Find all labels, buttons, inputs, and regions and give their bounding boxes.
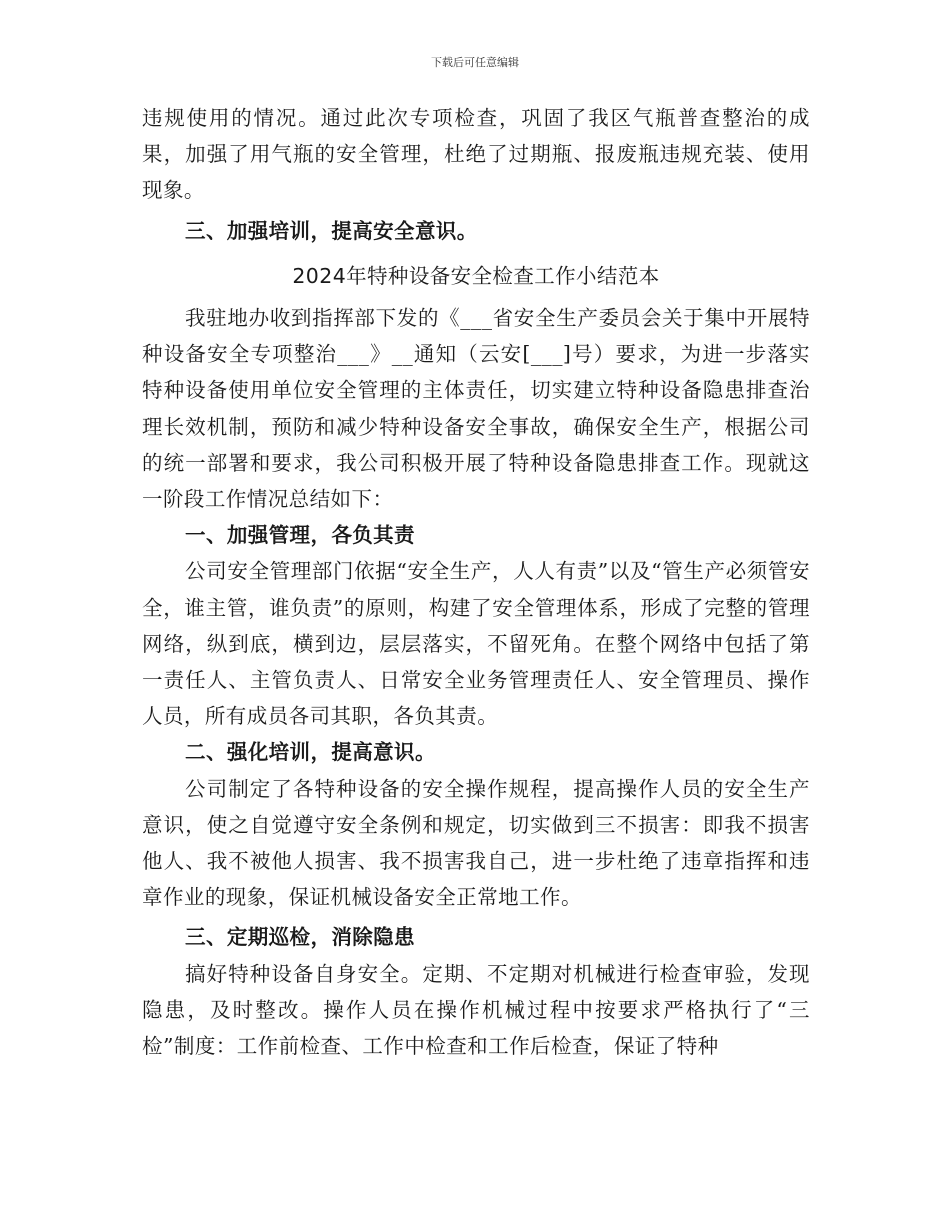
document-body (142, 100, 810, 1064)
management-paragraph: 公司安全管理部门依据“安全生产，人人有责”以及“管生产必须管安全，谁主管，谁负责”的原则，构建了安全管理体系，形成了完整的管理网络，纵到底，横到边，层层落实，不留死角。在整个网络中包括了第一责任人、主管负责人、日常安全业务管理责任人、安全管理员、操作人员，所有成员各司其职，各负其责。 (142, 559, 810, 729)
previous-section-heading: 三、加强培训，提高安全意识。 (185, 218, 478, 243)
page-header: 下载后可任意编辑 (431, 56, 519, 69)
training-paragraph: 公司制定了各特种设备的安全操作规程，提高操作人员的安全生产意识，使之自觉遵守安全条例和规定，切实做到三不损害：即我不损害他人、我不被他人损害、我不损害我自己，进一步杜绝了违章指挥和违章作业的现象，保证机械设备安全正常地工作。 (142, 776, 810, 910)
section-heading-2: 二、强化培训，提高意识。 (185, 740, 436, 765)
document-title: 2024年特种设备安全检查工作小结范本 (292, 263, 660, 288)
section-heading-3: 三、定期巡检，消除隐患 (185, 925, 415, 950)
intro-continuation-paragraph: 违规使用的情况。通过此次专项检查，巩固了我区气瓶普查整治的成果，加强了用气瓶的安全管理，杜绝了过期瓶、报废瓶违规充装、使用现象。 (142, 106, 810, 203)
opening-paragraph: 我驻地办收到指挥部下发的《___省安全生产委员会关于集中开展特种设备安全专项整治___》__通知（云安[___]号）要求，为进一步落实特种设备使用单位安全管理的主体责任，切实建立特种设备隐患排查治理长效机制，预防和减少特种设备安全事故，确保安全生产，根据公司的统一部署和要求，我公司积极开展了特种设备隐患排查工作。现就这一阶段工作情况总结如下： (142, 306, 810, 512)
section-heading-1: 一、加强管理，各负其责 (185, 523, 415, 548)
inspection-paragraph: 搞好特种设备自身安全。定期、不定期对机械进行检查审验，发现隐患，及时整改。操作人员在操作机械过程中按要求严格执行了“三检”制度：工作前检查、工作中检查和工作后检查，保证了特种 (142, 961, 810, 1059)
